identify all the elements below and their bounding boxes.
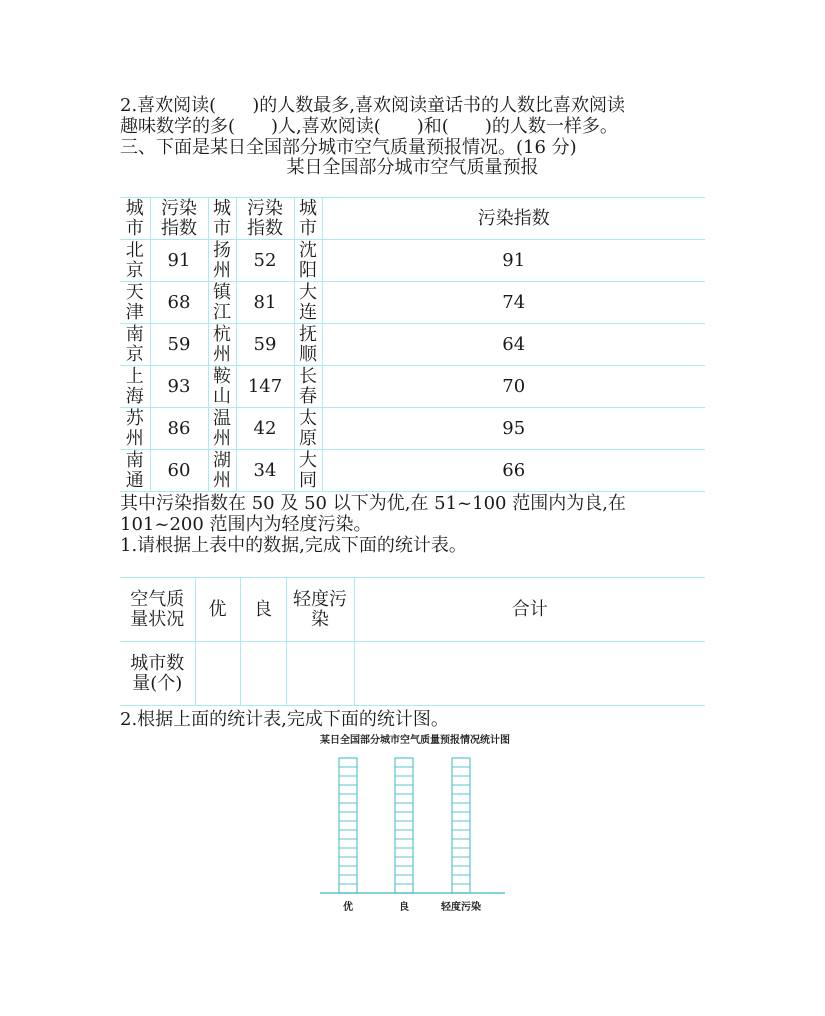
city-cell: 温州 [208, 408, 236, 450]
index-cell: 95 [322, 408, 705, 450]
index-cell: 93 [150, 366, 208, 408]
city-cell: 大连 [294, 282, 322, 324]
bar-chart [315, 750, 515, 915]
header-city: 城市 [120, 198, 150, 240]
bar-column-outline [452, 758, 470, 893]
city-cell: 湖州 [208, 450, 236, 492]
note-line-2: 101~200 范围内为轻度污染。 [120, 514, 372, 535]
city-cell: 抚顺 [294, 324, 322, 366]
header-air-quality: 空气质量状况 [120, 578, 195, 642]
bar-grid-column[interactable] [339, 758, 357, 893]
table-row [120, 450, 705, 492]
header-excellent: 优 [195, 578, 240, 642]
note-line-1: 其中污染指数在 50 及 50 以下为优,在 51~100 范围内为良,在 [120, 493, 626, 514]
index-cell: 70 [322, 366, 705, 408]
city-cell: 大同 [294, 450, 322, 492]
bar-column-outline [339, 758, 357, 893]
city-cell: 鞍山 [208, 366, 236, 408]
index-cell: 74 [322, 282, 705, 324]
index-cell: 81 [236, 282, 294, 324]
row-label-city-count: 城市数量(个) [120, 642, 195, 706]
index-cell: 91 [322, 240, 705, 282]
header-light-pollution: 轻度污染 [286, 578, 354, 642]
table-row [120, 366, 705, 408]
chart-title: 某日全国部分城市空气质量预报情况统计图 [320, 735, 510, 746]
forecast-header-row [120, 198, 705, 240]
city-cell: 南京 [120, 324, 150, 366]
city-cell: 天津 [120, 282, 150, 324]
city-cell: 苏州 [120, 408, 150, 450]
forecast-table [120, 197, 705, 492]
index-cell: 59 [150, 324, 208, 366]
bar-grid-column[interactable] [452, 758, 470, 893]
stat-count-row [120, 642, 705, 706]
count-excellent-input[interactable] [195, 642, 240, 706]
city-cell: 南通 [120, 450, 150, 492]
index-cell: 86 [150, 408, 208, 450]
city-cell: 上海 [120, 366, 150, 408]
index-cell: 66 [322, 450, 705, 492]
index-cell: 91 [150, 240, 208, 282]
category-label: 优 [343, 902, 353, 913]
city-cell: 长春 [294, 366, 322, 408]
header-city: 城市 [294, 198, 322, 240]
city-cell: 太原 [294, 408, 322, 450]
count-good-input[interactable] [240, 642, 286, 706]
header-total: 合计 [354, 578, 705, 642]
bar-column-outline [395, 758, 413, 893]
city-cell: 镇江 [208, 282, 236, 324]
header-city: 城市 [208, 198, 236, 240]
category-label: 良 [399, 902, 409, 913]
header-good: 良 [240, 578, 286, 642]
index-cell: 42 [236, 408, 294, 450]
question-2-line-2: 趣味数学的多( )人,喜欢阅读( )和( )的人数一样多。 [120, 116, 618, 137]
task-2-instruction: 2.根据上面的统计表,完成下面的统计图。 [120, 709, 449, 730]
city-cell: 扬州 [208, 240, 236, 282]
header-index: 污染指数 [322, 198, 705, 240]
stat-header-row [120, 578, 705, 642]
index-cell: 60 [150, 450, 208, 492]
bar-grid-column[interactable] [395, 758, 413, 893]
table-row [120, 282, 705, 324]
section-3-heading: 三、下面是某日全国部分城市空气质量预报情况。(16 分) [120, 137, 577, 158]
table-row [120, 408, 705, 450]
index-cell: 34 [236, 450, 294, 492]
city-cell: 北京 [120, 240, 150, 282]
forecast-table-title: 某日全国部分城市空气质量预报 [286, 157, 539, 178]
header-index: 污染指数 [236, 198, 294, 240]
count-light-pollution-input[interactable] [286, 642, 354, 706]
city-cell: 沈阳 [294, 240, 322, 282]
count-total-input[interactable] [354, 642, 705, 706]
category-label: 轻度污染 [441, 902, 481, 913]
header-index: 污染指数 [150, 198, 208, 240]
index-cell: 68 [150, 282, 208, 324]
statistics-table [120, 577, 705, 706]
question-2-line-1: 2.喜欢阅读( )的人数最多,喜欢阅读童话书的人数比喜欢阅读 [120, 95, 625, 116]
index-cell: 147 [236, 366, 294, 408]
index-cell: 59 [236, 324, 294, 366]
index-cell: 52 [236, 240, 294, 282]
task-1-instruction: 1.请根据上表中的数据,完成下面的统计表。 [120, 535, 467, 556]
table-row [120, 240, 705, 282]
city-cell: 杭州 [208, 324, 236, 366]
table-row [120, 324, 705, 366]
index-cell: 64 [322, 324, 705, 366]
